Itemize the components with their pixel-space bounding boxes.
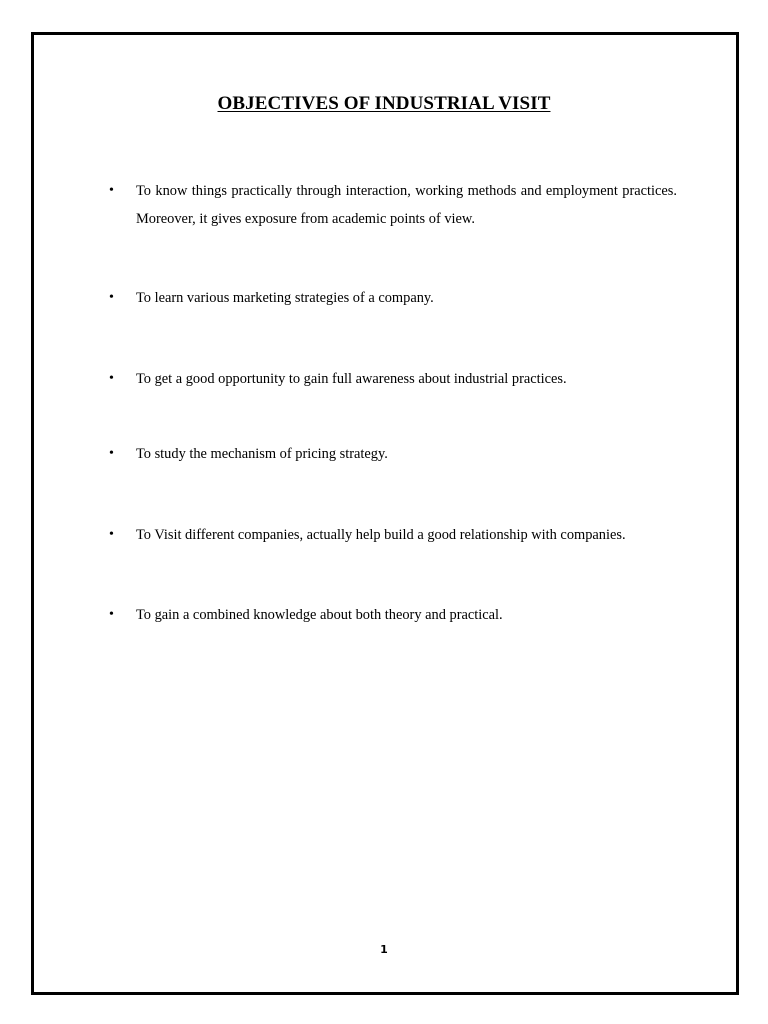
- objective-text: To Visit different companies, actually help build a good relationship with companies.: [136, 527, 626, 543]
- objective-text: To gain a combined knowledge about both theory and practical.: [136, 607, 503, 623]
- objective-item: [109, 284, 677, 312]
- bullet-icon: •: [109, 183, 114, 198]
- objective-item: [109, 601, 677, 629]
- page-title: OBJECTIVES OF INDUSTRIAL VISIT: [217, 93, 551, 114]
- page-number: 1: [380, 943, 388, 956]
- objective-text: To get a good opportunity to gain full awareness about industrial practices.: [136, 371, 567, 387]
- objective-item: [109, 177, 677, 233]
- objective-text: To study the mechanism of pricing strategy.: [136, 446, 388, 462]
- bullet-icon: •: [109, 607, 114, 622]
- objective-text: To learn various marketing strategies of a company.: [136, 290, 434, 306]
- objective-item: [109, 440, 677, 468]
- bullet-icon: •: [109, 527, 114, 542]
- objective-item: [109, 521, 677, 549]
- objective-item: [109, 365, 677, 393]
- bullet-icon: •: [109, 371, 114, 386]
- bullet-icon: •: [109, 446, 114, 461]
- bullet-icon: •: [109, 290, 114, 305]
- objective-text: To know things practically through interaction, working methods and employment practices. Moreover, it gives exposure from academic points of view.: [136, 183, 677, 227]
